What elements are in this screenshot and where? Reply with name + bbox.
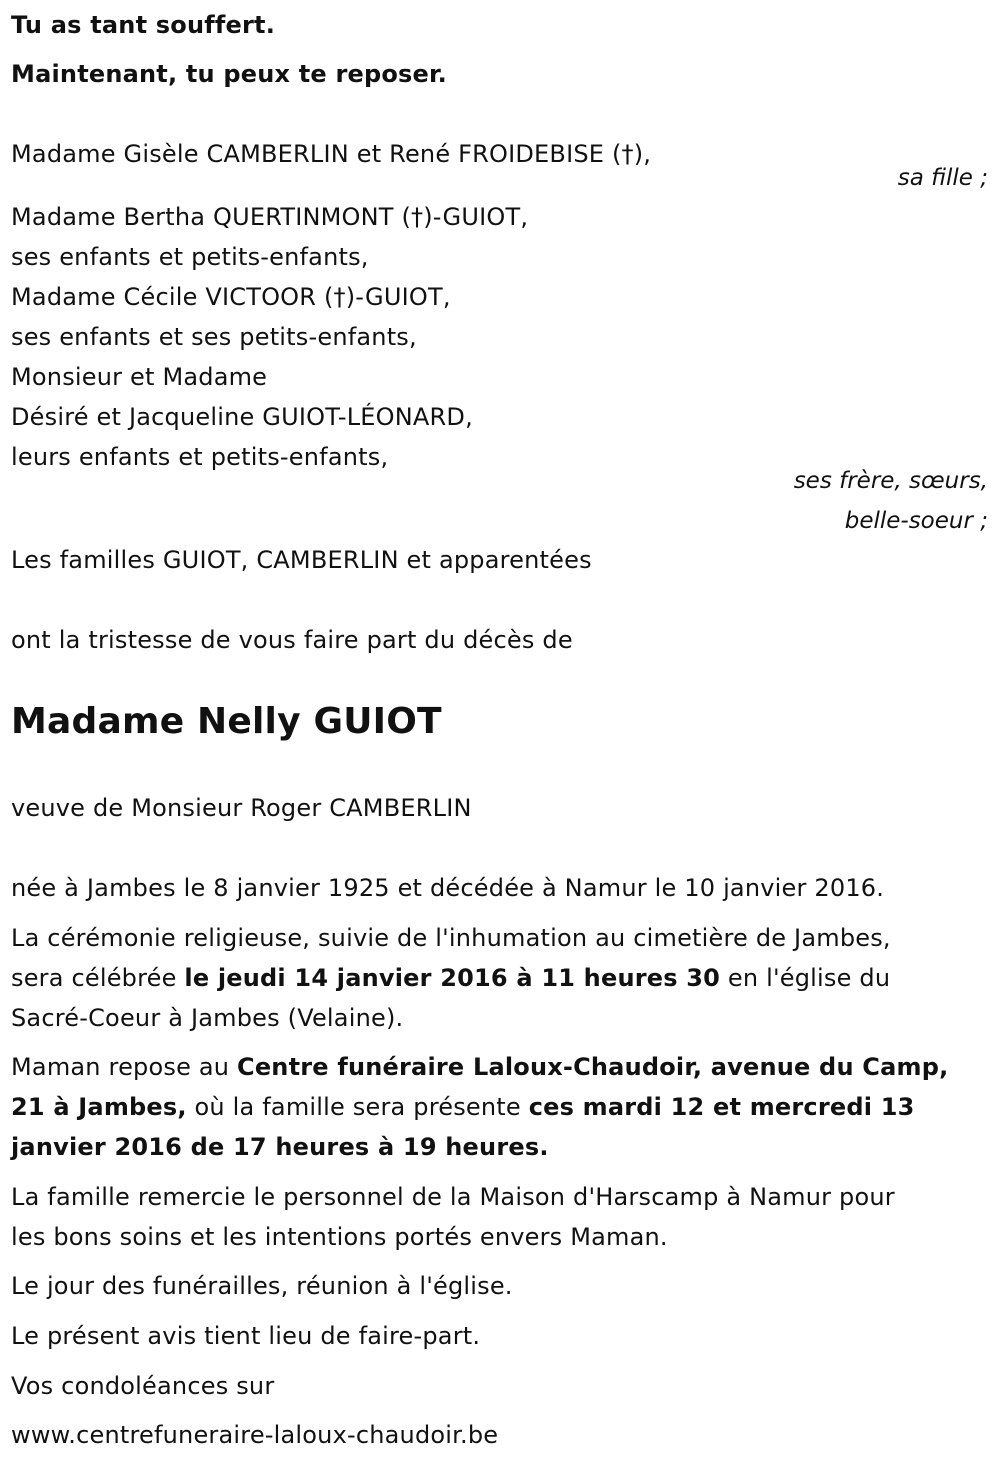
deceased-name: Madame Nelly GUIOT (11, 701, 442, 742)
family-line: Les familles GUIOT, CAMBERLIN et apparentées (11, 546, 592, 574)
epitaph-line-1: Tu as tant souffert. (11, 11, 276, 39)
visitation-text: où la famille sera présente (186, 1093, 529, 1121)
thanks-line: La famille remercie le personnel de la Maison d'Harscamp à Namur pour (11, 1183, 895, 1211)
ceremony-line: La cérémonie religieuse, suivie de l'inhumation au cimetière de Jambes, (11, 924, 891, 952)
visitation-place: Centre funéraire Laloux-Chaudoir, avenue du Camp, (237, 1053, 949, 1081)
ceremony-datetime: le jeudi 14 janvier 2016 à 11 heures 30 (184, 964, 721, 992)
visitation-dates: ces mardi 12 et mercredi 13 (528, 1093, 915, 1121)
widow-of: veuve de Monsieur Roger CAMBERLIN (11, 794, 472, 822)
relation-label: belle-soeur ; (844, 508, 988, 534)
relation-label: sa fille ; (897, 165, 988, 191)
visitation-line: janvier 2016 de 17 heures à 19 heures. (11, 1133, 549, 1161)
epitaph-line-2: Maintenant, tu peux te reposer. (11, 60, 447, 88)
family-line: Madame Bertha QUERTINMONT (†)-GUIOT, (11, 203, 529, 231)
visitation-place: 21 à Jambes, (11, 1093, 187, 1121)
ceremony-text: sera célébrée (11, 964, 185, 992)
family-line: ses enfants et petits-enfants, (11, 243, 369, 271)
announcement: ont la tristesse de vous faire part du décès de (11, 626, 573, 654)
notice-note: Le présent avis tient lieu de faire-part. (11, 1322, 481, 1350)
family-line: Madame Gisèle CAMBERLIN et René FROIDEBISE (†), (11, 140, 652, 168)
family-line: leurs enfants et petits-enfants, (11, 443, 389, 471)
ceremony-line (11, 963, 890, 993)
family-line: ses enfants et ses petits-enfants, (11, 323, 417, 351)
funeral-note: Le jour des funérailles, réunion à l'église. (11, 1272, 513, 1300)
visitation-text: Maman repose au (11, 1053, 238, 1081)
thanks-line: les bons soins et les intentions portés envers Maman. (11, 1223, 668, 1251)
family-line: Désiré et Jacqueline GUIOT-LÉONARD, (11, 403, 473, 431)
ceremony-text: en l'église du (720, 964, 891, 992)
family-line: Madame Cécile VICTOOR (†)-GUIOT, (11, 283, 451, 311)
visitation-line (11, 1092, 915, 1122)
website-link[interactable]: www.centrefuneraire-laloux-chaudoir.be (11, 1421, 499, 1449)
birth-death-dates: née à Jambes le 8 janvier 1925 et décédée à Namur le 10 janvier 2016. (11, 874, 885, 902)
visitation-line (11, 1052, 948, 1082)
relation-label: ses frère, sœurs, (793, 468, 988, 494)
condolences-note: Vos condoléances sur (11, 1372, 275, 1400)
family-line: Monsieur et Madame (11, 363, 268, 391)
ceremony-line: Sacré-Coeur à Jambes (Velaine). (11, 1004, 404, 1032)
